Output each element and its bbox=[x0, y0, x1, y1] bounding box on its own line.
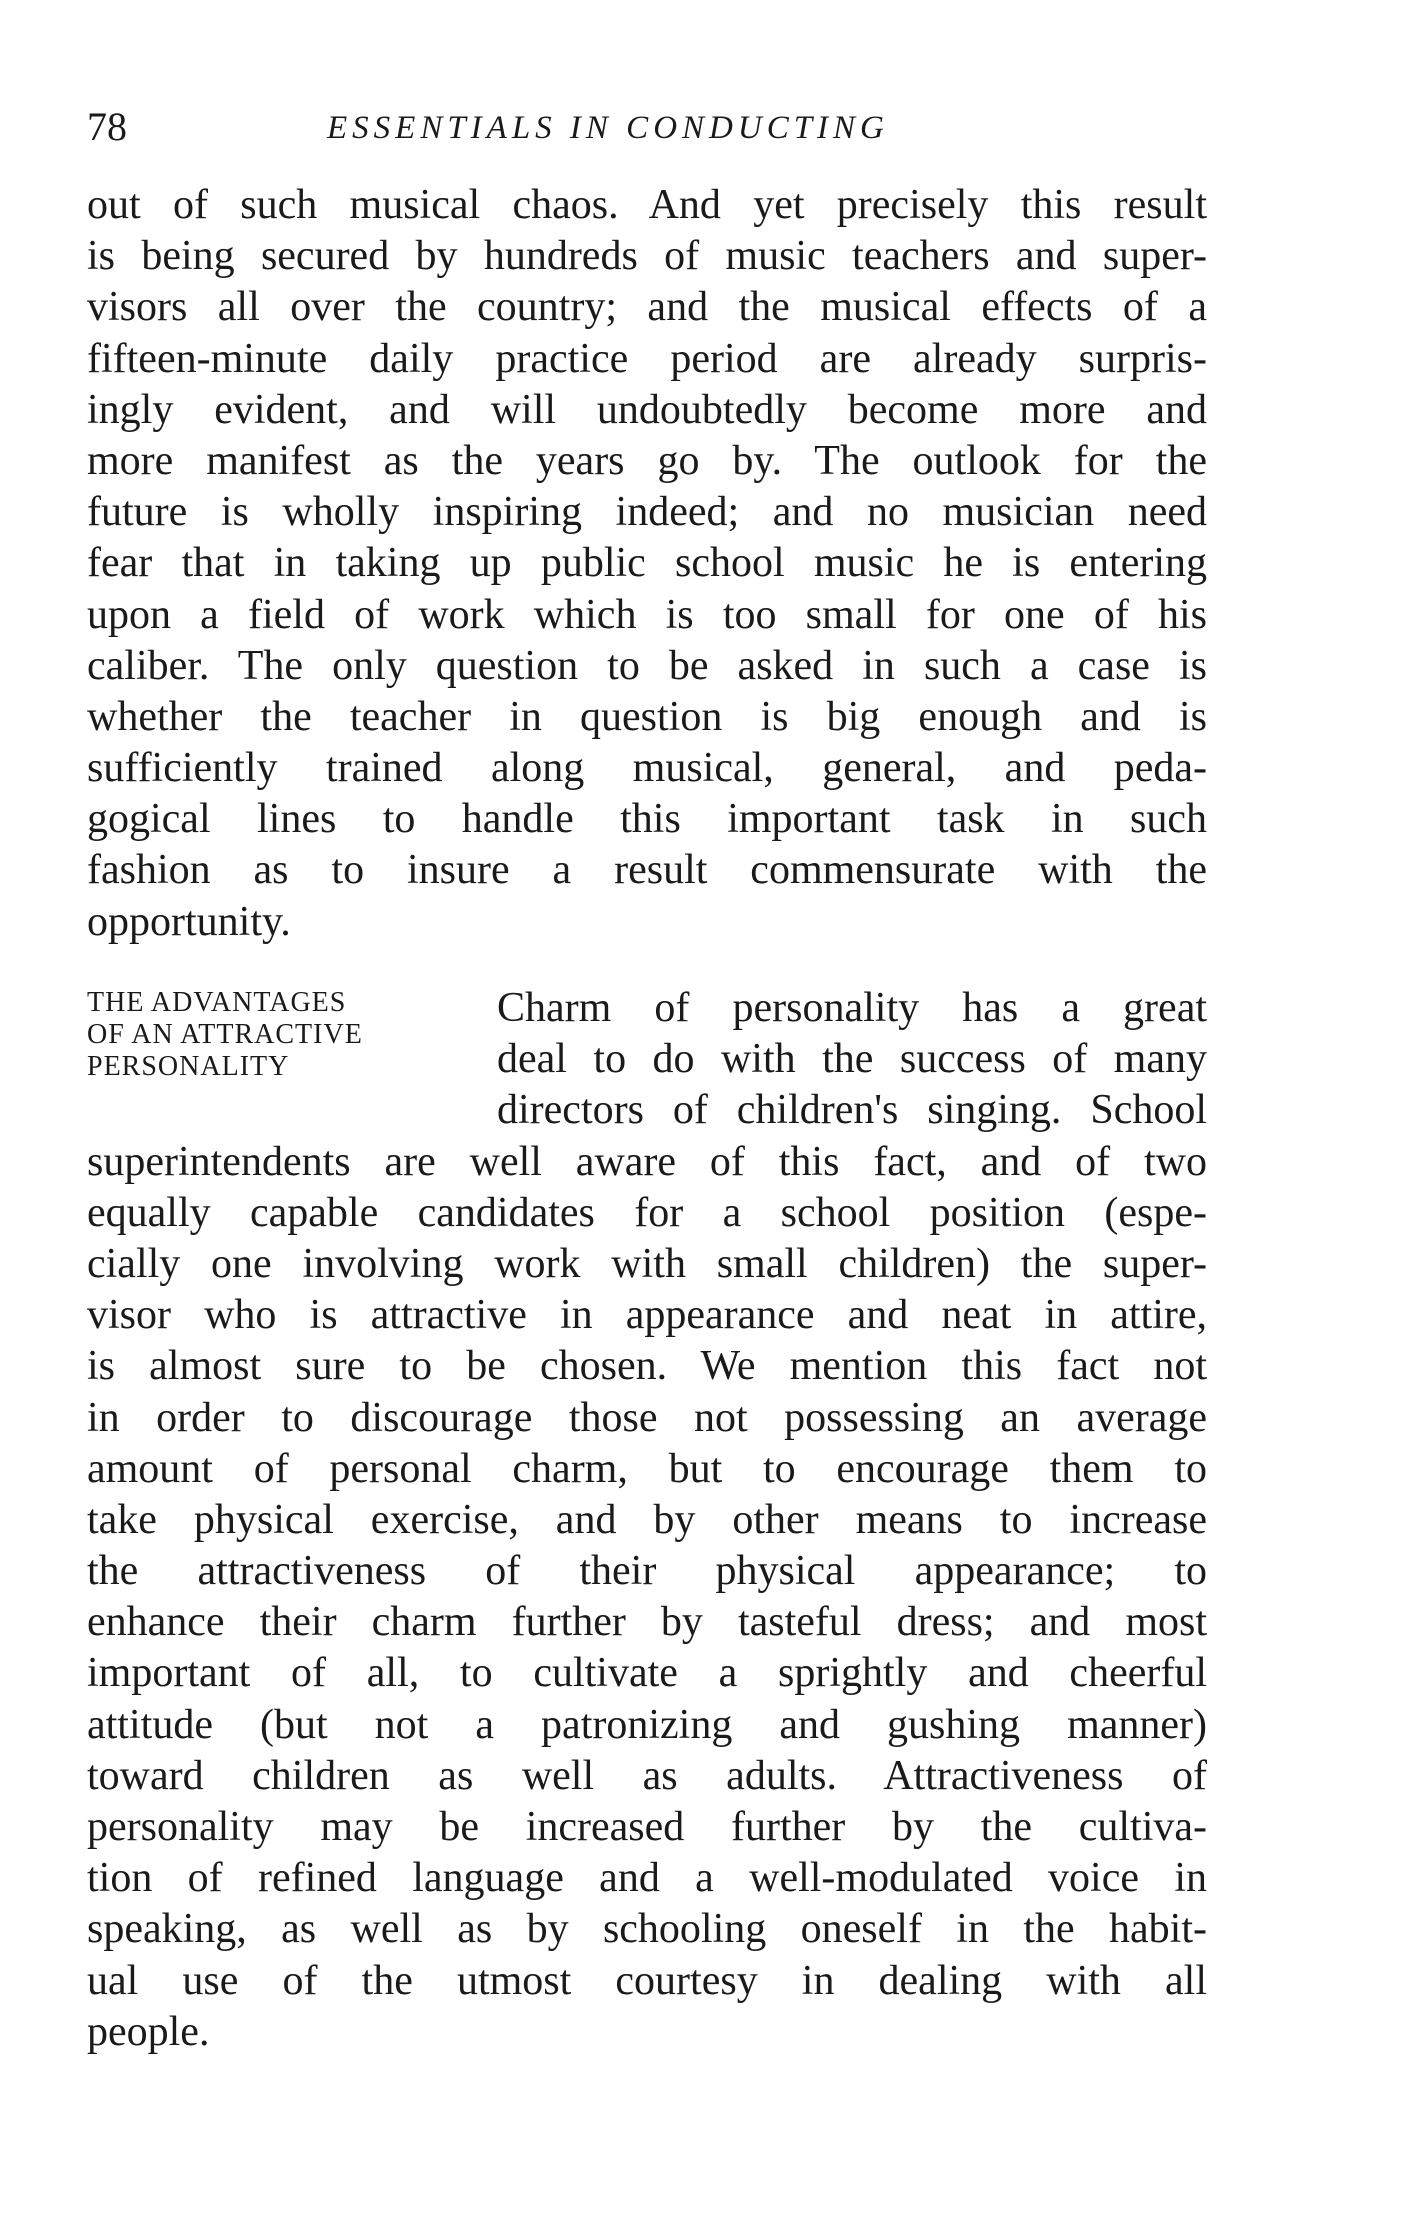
text-line: superintendents are well aware of this fact, and of two bbox=[87, 1138, 1207, 1185]
text-line: is being secured by hundreds of music teachers and super- bbox=[87, 233, 1207, 280]
text-line: upon a field of work which is too small for one of his bbox=[87, 591, 1207, 638]
text-line: ual use of the utmost courtesy in dealing with all bbox=[87, 1957, 1207, 2004]
text-line: future is wholly inspiring indeed; and no musician need bbox=[87, 489, 1207, 536]
text-line: amount of personal charm, but to encourage them to bbox=[87, 1445, 1207, 1492]
text-line: sufficiently trained along musical, general, and peda- bbox=[87, 745, 1207, 792]
text-line: whether the teacher in question is big enough and is bbox=[87, 693, 1207, 740]
side-heading-line: OF AN ATTRACTIVE bbox=[87, 1019, 363, 1050]
text-line: the attractiveness of their physical appearance; to bbox=[87, 1548, 1207, 1595]
text-line: ingly evident, and will undoubtedly become more and bbox=[87, 386, 1207, 433]
text-line: speaking, as well as by schooling oneself in the habit- bbox=[87, 1906, 1207, 1953]
text-line: more manifest as the years go by. The outlook for the bbox=[87, 437, 1207, 484]
running-head: ESSENTIALS IN CONDUCTING bbox=[327, 110, 889, 146]
text-line: equally capable candidates for a school position (espe- bbox=[87, 1189, 1207, 1236]
text-line: cially one involving work with small children) the super- bbox=[87, 1240, 1207, 1287]
text-line: in order to discourage those not possessing an average bbox=[87, 1394, 1207, 1441]
text-line: directors of children's singing. School bbox=[497, 1087, 1207, 1134]
text-line: caliber. The only question to be asked in such a case is bbox=[87, 642, 1207, 689]
text-line: enhance their charm further by tasteful dress; and most bbox=[87, 1599, 1207, 1646]
text-line: fashion as to insure a result commensurate with the bbox=[87, 847, 1207, 894]
text-line: is almost sure to be chosen. We mention this fact not bbox=[87, 1343, 1207, 1390]
page-header bbox=[87, 102, 1227, 162]
paragraph-2 bbox=[87, 1137, 1207, 2058]
text-line: tion of refined language and a well-modulated voice in bbox=[87, 1855, 1207, 1902]
side-heading-line: PERSONALITY bbox=[87, 1051, 290, 1082]
text-line: visors all over the country; and the musical effects of a bbox=[87, 284, 1207, 331]
text-line: out of such musical chaos. And yet precisely this result bbox=[87, 182, 1207, 228]
text-line: opportunity. bbox=[87, 898, 291, 945]
side-heading-line: THE ADVANTAGES bbox=[87, 987, 347, 1018]
text-line: gogical lines to handle this important task in such bbox=[87, 796, 1207, 843]
paragraph-2-opening bbox=[497, 983, 1207, 1137]
text-line: fifteen-minute daily practice period are already surpris- bbox=[87, 335, 1207, 382]
text-line: fear that in taking up public school music he is entering bbox=[87, 540, 1207, 587]
text-line: personality may be increased further by the cultiva- bbox=[87, 1804, 1207, 1851]
side-heading bbox=[87, 987, 487, 1083]
text-line: attitude (but not a patronizing and gushing manner) bbox=[87, 1701, 1207, 1748]
paragraph-1 bbox=[87, 180, 1207, 948]
text-line: visor who is attractive in appearance and neat in attire, bbox=[87, 1292, 1207, 1339]
page-number: 78 bbox=[87, 104, 127, 149]
text-line: deal to do with the success of many bbox=[497, 1036, 1207, 1083]
text-line: people. bbox=[87, 2008, 210, 2055]
text-line: important of all, to cultivate a sprightly and cheerful bbox=[87, 1650, 1207, 1697]
text-line: Charm of personality has a great bbox=[497, 985, 1207, 1031]
text-line: toward children as well as adults. Attractiveness of bbox=[87, 1752, 1207, 1799]
text-line: take physical exercise, and by other means to increase bbox=[87, 1496, 1207, 1543]
